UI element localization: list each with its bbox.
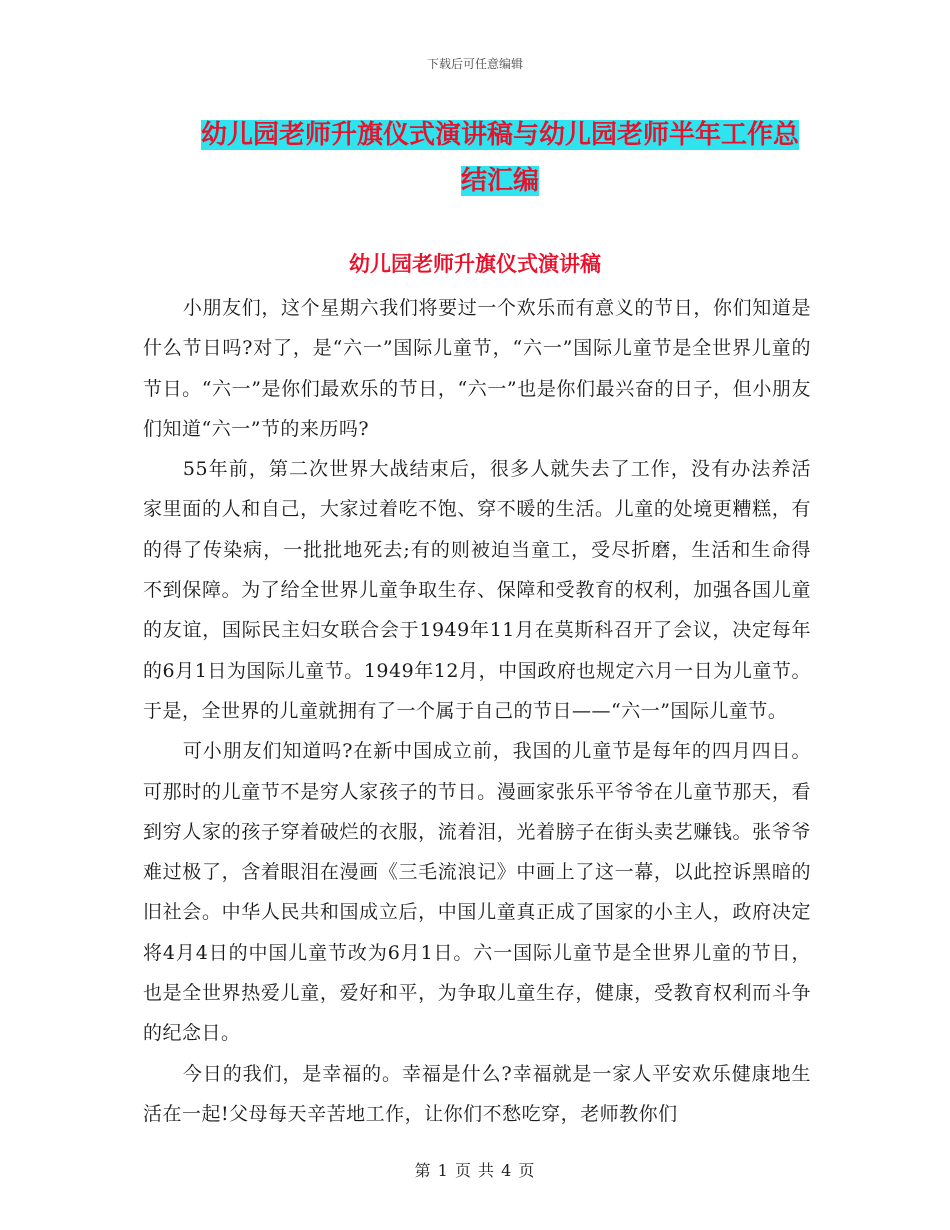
document-title-line1: 幼儿园老师升旗仪式演讲稿与幼儿园老师半年工作总 xyxy=(200,120,799,150)
paragraph: 55年前，第二次世界大战结束后，很多人就失去了工作，没有办法养活家里面的人和自己，大家过着吃不饱、穿不暖的生活。儿童的处境更糟糕，有的得了传染病，一批批地死去;有的则被迫当童工，受尽折磨，生活和生命得不到保障。为了给全世界儿童争取生存、保障和受教育的权利，加强各国儿童的友谊，国际民主妇女联合会于1949年11月在莫斯科召开了会议，决定每年的6月1日为国际儿童节。1949年12月，中国政府也规定六月一日为儿童节。于是，全世界的儿童就拥有了一个属于自己的节日——“六一”国际儿童节。 xyxy=(143,458,811,722)
page-footer: 第 1 页 共 4 页 xyxy=(414,1161,536,1180)
section-title: 幼儿园老师升旗仪式演讲稿 xyxy=(349,252,601,276)
document-title xyxy=(150,112,850,204)
paragraph: 今日的我们，是幸福的。幸福是什么?幸福就是一家人平安欢乐健康地生活在一起!父母每天辛苦地工作，让你们不愁吃穿，老师教你们 xyxy=(143,1062,811,1125)
header-note: 下载后可任意编辑 xyxy=(426,57,523,71)
document-title-line2: 结汇编 xyxy=(460,166,539,196)
paragraph: 可小朋友们知道吗?在新中国成立前，我国的儿童节是每年的四月四日。可那时的儿童节不是穷人家孩子的节日。漫画家张乐平爷爷在儿童节那天，看到穷人家的孩子穿着破烂的衣服，流着泪，光着膀子在街头卖艺赚钱。张爷爷难过极了，含着眼泪在漫画《三毛流浪记》中画上了这一幕，以此控诉黑暗的旧社会。中华人民共和国成立后，中国儿童真正成了国家的小主人，政府决定将4月4日的中国儿童节改为6月1日。六一国际儿童节是全世界儿童的节日，也是全世界热爱儿童，爱好和平，为争取儿童生存，健康，受教育权利而斗争的纪念日。 xyxy=(143,740,811,1045)
document-body xyxy=(143,288,811,1134)
paragraph: 小朋友们，这个星期六我们将要过一个欢乐而有意义的节日，你们知道是什么节日吗?对了，是“六一”国际儿童节，“六一”国际儿童节是全世界儿童的节日。“六一”是你们最欢乐的节日，“六一”也是你们最兴奋的日子，但小朋友们知道“六一”节的来历吗? xyxy=(143,297,811,440)
